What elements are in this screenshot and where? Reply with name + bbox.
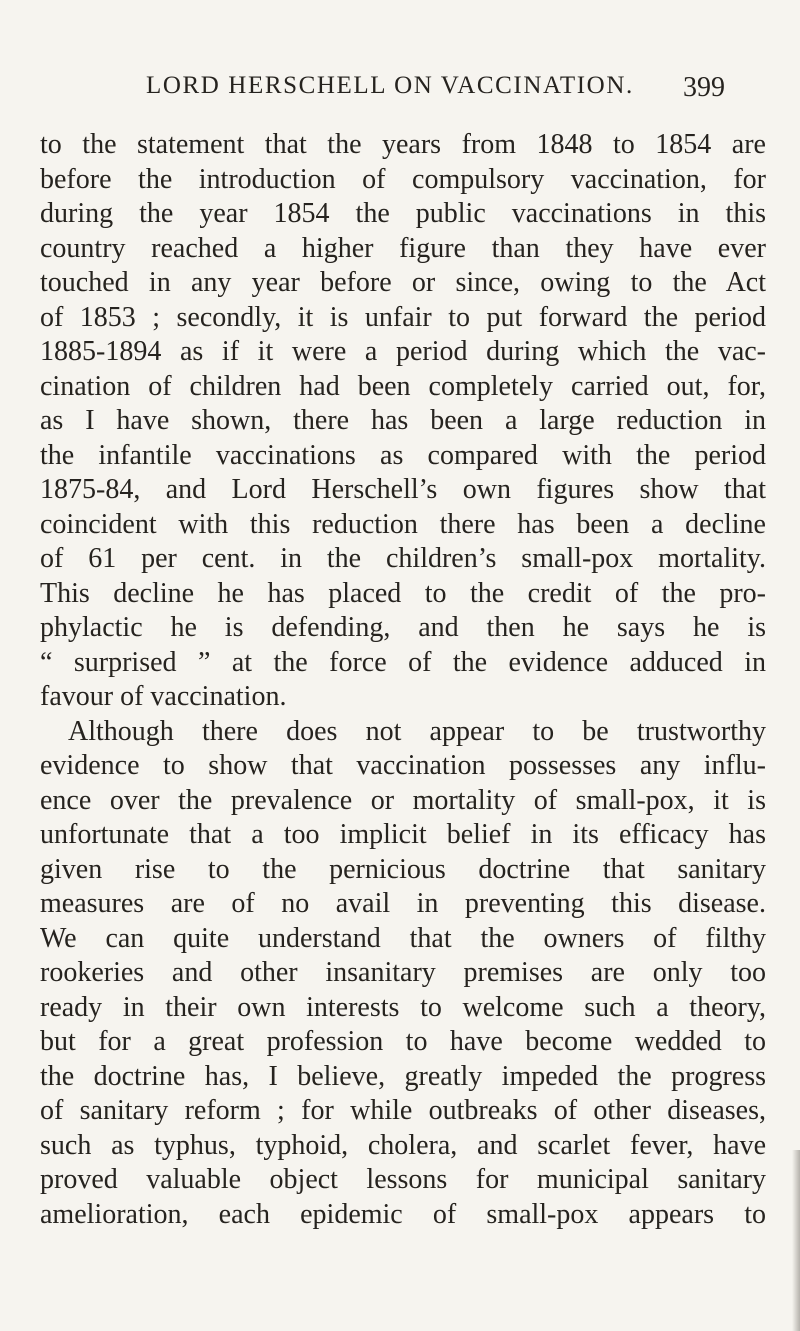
text-line: proved valuable object lessons for municipal sanitary	[40, 1164, 766, 1195]
text-line: before the introduction of compulsory vaccination, for	[40, 163, 766, 195]
text-line: to the statement that the years from 1848 to 1854 are	[40, 129, 766, 160]
body-text	[40, 128, 766, 1232]
text-line: but for a great profession to have become wedded to	[40, 1026, 766, 1057]
text-line: rookeries and other insanitary premises are only too	[40, 957, 766, 988]
text-line: of sanitary reform ; for while outbreaks of other diseases,	[40, 1095, 766, 1126]
text-line: favour of vaccination.	[40, 681, 287, 712]
page-header	[0, 72, 800, 112]
text-line: of 1853 ; secondly, it is unfair to put forward the period	[40, 301, 766, 333]
text-line: We can quite understand that the owners of filthy	[40, 922, 766, 954]
text-line: as I have shown, there has been a large reduction in	[40, 405, 766, 436]
text-line: measures are of no avail in preventing this disease.	[40, 888, 766, 919]
text-line: country reached a higher figure than they have ever	[40, 232, 766, 264]
text-line: amelioration, each epidemic of small-pox appears to	[40, 1198, 766, 1230]
running-title: LORD HERSCHELL ON VACCINATION.	[146, 72, 634, 99]
page-number: 399	[683, 72, 725, 103]
text-line: 1875-84, and Lord Herschell’s own figures show that	[40, 474, 766, 505]
text-line: evidence to show that vaccination possesses any influ-	[40, 750, 766, 781]
text-line: cination of children had been completely carried out, for,	[40, 370, 766, 402]
text-line: the doctrine has, I believe, greatly impeded the progress	[40, 1060, 766, 1092]
text-line: “ surprised ” at the force of the evidence adduced in	[40, 646, 766, 678]
text-line: ence over the prevalence or mortality of small-pox, it is	[40, 784, 766, 816]
text-line: of 61 per cent. in the children’s small-pox mortality.	[40, 543, 766, 574]
text-line: 1885-1894 as if it were a period during which the vac-	[40, 336, 766, 367]
page-edge-shadow	[792, 1150, 800, 1331]
text-line: the infantile vaccinations as compared with the period	[40, 439, 766, 471]
text-line: coincident with this reduction there has been a decline	[40, 508, 766, 540]
text-line: This decline he has placed to the credit of the pro-	[40, 577, 766, 609]
paragraph-1	[40, 128, 766, 715]
text-line: during the year 1854 the public vaccinations in this	[40, 198, 766, 229]
text-line: Although there does not appear to be trustworthy	[68, 715, 766, 747]
text-line: given rise to the pernicious doctrine that sanitary	[40, 853, 766, 885]
text-line: touched in any year before or since, owing to the Act	[40, 267, 766, 298]
text-line: such as typhus, typhoid, cholera, and scarlet fever, have	[40, 1129, 766, 1161]
text-line: phylactic he is defending, and then he says he is	[40, 612, 766, 643]
paragraph-2	[40, 715, 766, 1233]
text-line: ready in their own interests to welcome such a theory,	[40, 991, 766, 1023]
text-line: unfortunate that a too implicit belief in its efficacy has	[40, 819, 766, 850]
